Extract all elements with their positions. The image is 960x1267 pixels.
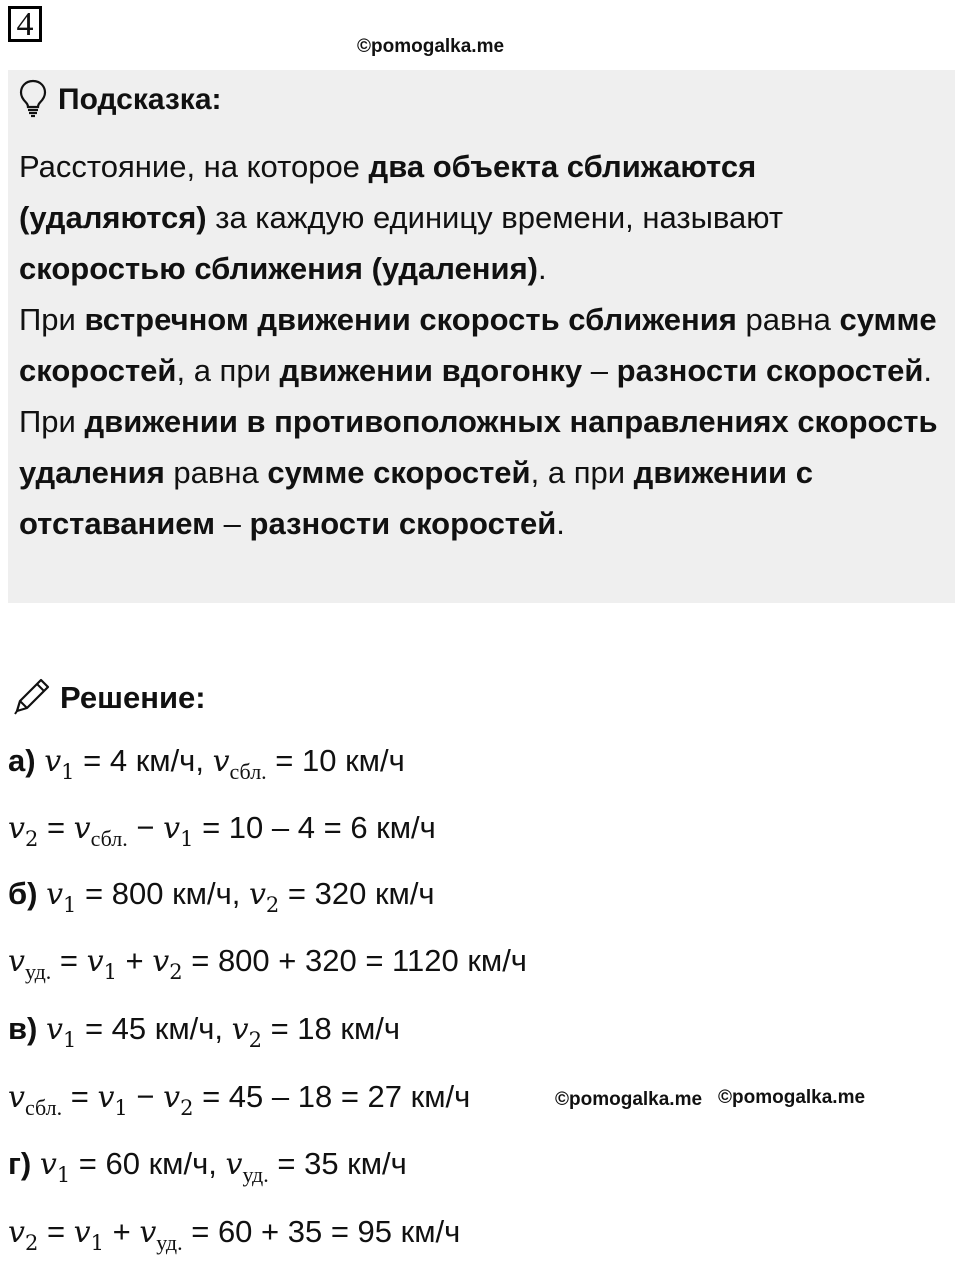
expression-text: = 10 км/ч: [266, 743, 405, 778]
velocity-subscript: сбл.: [90, 826, 128, 851]
expression-text: = 60 + 35 = 95 км/ч: [182, 1214, 461, 1249]
velocity-subscript: уд.: [156, 1230, 183, 1255]
solution-title: Решение:: [60, 680, 206, 715]
expression-text: = 45 – 18 = 27 км/ч: [193, 1079, 471, 1114]
solution-line-c2: [8, 1079, 471, 1120]
velocity-subscript: 1: [63, 893, 77, 917]
velocity-symbol: v: [152, 944, 170, 979]
expression-text: =: [51, 943, 87, 978]
velocity-symbol: v: [46, 877, 64, 912]
expression-text: = 45 км/ч,: [76, 1011, 232, 1046]
expression-text: +: [104, 1214, 140, 1249]
velocity-subscript: 2: [24, 1231, 39, 1255]
velocity-symbol: v: [8, 811, 25, 846]
velocity-symbol: v: [39, 1147, 57, 1182]
text: .: [538, 251, 547, 286]
velocity-symbol: v: [44, 744, 62, 779]
item-label: б): [8, 876, 47, 911]
pencil-icon: [10, 674, 54, 723]
velocity-subscript: 2: [24, 827, 39, 851]
task-number: 4: [8, 6, 42, 42]
solution-line-d1: [8, 1146, 407, 1187]
bold-text: два объекта сближаются (удаляются): [19, 149, 757, 235]
text: –: [215, 506, 250, 541]
item-label: в): [8, 1011, 46, 1046]
velocity-symbol: v: [73, 811, 91, 846]
velocity-symbol: v: [231, 1012, 249, 1047]
bold-text: движении с отставанием: [19, 455, 813, 541]
expression-text: −: [127, 810, 164, 845]
velocity-subscript: уд.: [242, 1162, 269, 1187]
velocity-symbol: v: [8, 1080, 25, 1115]
hint-header: [18, 80, 222, 120]
expression-text: = 320 км/ч: [279, 876, 435, 911]
watermark: ©pomogalka.me: [357, 36, 505, 57]
velocity-symbol: v: [248, 877, 266, 912]
expression-text: +: [116, 943, 153, 978]
expression-text: =: [38, 810, 74, 845]
velocity-subscript: 1: [62, 1028, 77, 1052]
velocity-subscript: 1: [103, 960, 117, 984]
velocity-symbol: v: [8, 944, 25, 979]
velocity-symbol: v: [86, 944, 104, 979]
velocity-subscript: 1: [61, 760, 75, 784]
solution-line-c1: [8, 1011, 401, 1052]
velocity-subscript: сбл.: [24, 1095, 63, 1120]
text: равна: [736, 302, 840, 337]
expression-text: = 800 + 320 = 1120 км/ч: [182, 943, 527, 978]
lightbulb-icon: [18, 78, 48, 123]
solution-header: [10, 676, 206, 720]
item-label: а): [8, 743, 45, 778]
expression-text: =: [38, 1214, 74, 1249]
velocity-symbol: v: [73, 1215, 91, 1250]
text: При: [19, 404, 85, 439]
expression-text: −: [127, 1079, 164, 1114]
hint-paragraph-1: [19, 141, 944, 294]
text: за каждую единицу времени, называют: [206, 200, 784, 235]
solution-line-a2: [8, 810, 436, 851]
item-label: г): [8, 1146, 40, 1181]
velocity-subscript: 2: [180, 1096, 194, 1120]
expression-text: = 4 км/ч,: [74, 743, 213, 778]
solution-line-a1: [8, 743, 405, 784]
hint-text: [19, 141, 944, 549]
velocity-symbol: v: [163, 1080, 181, 1115]
expression-text: = 35 км/ч: [268, 1146, 407, 1181]
text: .: [556, 506, 565, 541]
velocity-symbol: v: [139, 1215, 157, 1250]
velocity-symbol: v: [97, 1080, 115, 1115]
hint-title: Подсказка:: [58, 83, 222, 116]
solution-line-b2: [8, 943, 527, 984]
velocity-symbol: v: [163, 811, 181, 846]
velocity-symbol: v: [225, 1147, 243, 1182]
hint-paragraph-3: [19, 396, 944, 549]
watermark: ©pomogalka.me: [718, 1087, 866, 1108]
velocity-symbol: v: [212, 744, 230, 779]
velocity-subscript: 1: [114, 1096, 128, 1120]
velocity-subscript: 1: [90, 1231, 104, 1255]
velocity-subscript: сбл.: [229, 759, 267, 784]
hint-box: [8, 70, 955, 603]
watermark: ©pomogalka.me: [555, 1089, 703, 1110]
velocity-subscript: 1: [56, 1163, 71, 1187]
velocity-symbol: v: [46, 1012, 63, 1047]
velocity-subscript: 2: [265, 893, 280, 917]
solution-line-d2: [8, 1214, 461, 1255]
bold-text: скоростью сближения (удаления): [19, 251, 538, 286]
bold-text: разности скоростей: [616, 353, 924, 388]
text: Расстояние, на которое: [19, 149, 369, 184]
text: При: [19, 302, 85, 337]
expression-text: = 60 км/ч,: [70, 1146, 226, 1181]
velocity-symbol: v: [8, 1215, 25, 1250]
velocity-subscript: 2: [169, 960, 183, 984]
hint-paragraph-2: [19, 294, 944, 396]
expression-text: =: [62, 1079, 98, 1114]
solution-line-b1: [8, 876, 435, 917]
text: –: [582, 353, 617, 388]
bold-text: движении в противоположных направлениях скорость удаления: [19, 404, 938, 490]
text: , а при: [176, 353, 280, 388]
bold-text: движении вдогонку: [279, 353, 583, 388]
velocity-subscript: 2: [248, 1028, 262, 1052]
velocity-subscript: уд.: [24, 959, 52, 984]
bold-text: разности скоростей: [249, 506, 557, 541]
text: , а при: [530, 455, 634, 490]
expression-text: = 800 км/ч,: [76, 876, 249, 911]
text: равна: [164, 455, 268, 490]
bold-text: сумме скоростей: [19, 302, 937, 388]
expression-text: = 18 км/ч: [261, 1011, 401, 1046]
expression-text: = 10 – 4 = 6 км/ч: [193, 810, 436, 845]
bold-text: сумме скоростей: [267, 455, 531, 490]
text: .: [923, 353, 933, 388]
bold-text: встречном движении скорость сближения: [84, 302, 737, 337]
velocity-subscript: 1: [180, 827, 194, 851]
